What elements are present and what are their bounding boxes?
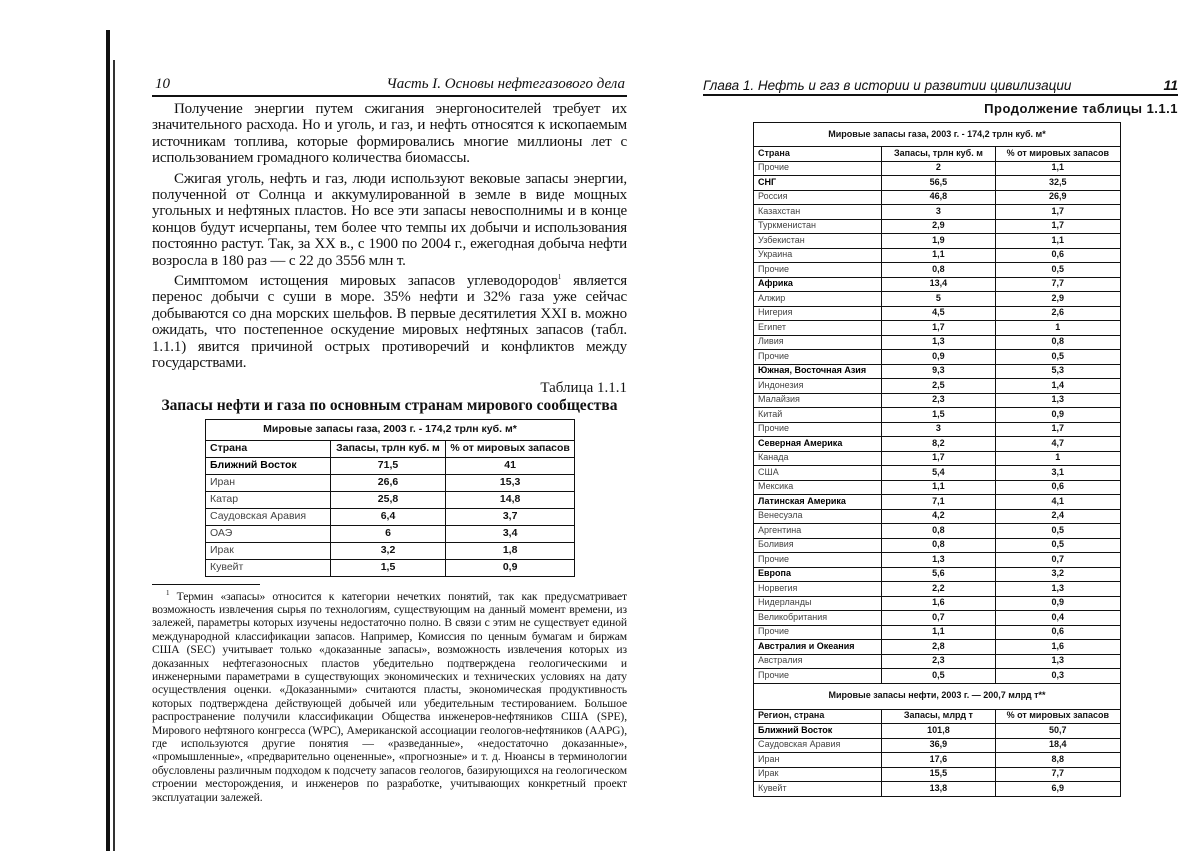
country-cell: Великобритания xyxy=(754,611,882,626)
country-cell: Нигерия xyxy=(754,306,882,321)
table-row xyxy=(754,292,1121,307)
header-rule-left xyxy=(152,95,627,97)
reserve-cell: 2 xyxy=(882,161,995,176)
percent-cell: 1,7 xyxy=(995,219,1120,234)
percent-cell: 4,7 xyxy=(995,437,1120,452)
footnote-rule xyxy=(152,584,260,585)
reserve-cell: 36,9 xyxy=(882,738,995,753)
country-cell: Китай xyxy=(754,408,882,423)
reserve-cell: 4,5 xyxy=(882,306,995,321)
reserve-cell: 3 xyxy=(882,205,995,220)
percent-cell: 3,1 xyxy=(995,466,1120,481)
country-cell: Северная Америка xyxy=(754,437,882,452)
country-cell: ОАЭ xyxy=(206,525,331,542)
reserve-cell: 1,7 xyxy=(882,321,995,336)
percent-cell: 2,9 xyxy=(995,292,1120,307)
country-cell: Египет xyxy=(754,321,882,336)
reserve-cell: 7,1 xyxy=(882,495,995,510)
percent-cell: 0,6 xyxy=(995,625,1120,640)
table-row xyxy=(754,495,1121,510)
table-row xyxy=(754,480,1121,495)
country-cell: Узбекистан xyxy=(754,234,882,249)
table-row xyxy=(206,542,575,559)
percent-cell: 0,8 xyxy=(995,335,1120,350)
percent-cell: 7,7 xyxy=(995,277,1120,292)
reserve-cell: 8,2 xyxy=(882,437,995,452)
table-row xyxy=(754,524,1121,539)
reserve-cell: 13,4 xyxy=(882,277,995,292)
table-row xyxy=(754,753,1121,768)
table-row xyxy=(754,263,1121,278)
percent-cell: 5,3 xyxy=(995,364,1120,379)
table-row xyxy=(754,567,1121,582)
column-header: Регион, страна xyxy=(754,709,882,724)
country-cell: Саудовская Аравия xyxy=(754,738,882,753)
running-head-right: Глава 1. Нефть и газ в истории и развитии цивилизации xyxy=(703,78,1071,93)
book-binding-edge xyxy=(106,30,110,851)
footnote-ref: 1 xyxy=(558,273,561,281)
table-row xyxy=(754,738,1121,753)
percent-cell: 0,9 xyxy=(995,596,1120,611)
country-cell: Индонезия xyxy=(754,379,882,394)
percent-cell: 3,4 xyxy=(446,525,575,542)
table-row xyxy=(754,364,1121,379)
paragraph-3 xyxy=(152,273,627,371)
country-cell: Прочие xyxy=(754,625,882,640)
table-row xyxy=(754,654,1121,669)
country-cell: Латинская Америка xyxy=(754,495,882,510)
column-header: Запасы, трлн куб. м xyxy=(330,440,445,457)
reserve-cell: 71,5 xyxy=(330,457,445,474)
gas-table-right xyxy=(753,122,1121,797)
percent-cell: 32,5 xyxy=(995,176,1120,191)
reserve-cell: 26,6 xyxy=(330,474,445,491)
percent-cell: 18,4 xyxy=(995,738,1120,753)
reserve-cell: 6,4 xyxy=(330,508,445,525)
column-header: % от мировых запасов xyxy=(995,147,1120,162)
reserve-cell: 101,8 xyxy=(882,724,995,739)
percent-cell: 1 xyxy=(995,451,1120,466)
country-cell: Прочие xyxy=(754,263,882,278)
reserve-cell: 0,5 xyxy=(882,669,995,684)
reserve-cell: 1,5 xyxy=(330,559,445,576)
country-cell: Африка xyxy=(754,277,882,292)
table-row xyxy=(754,611,1121,626)
reserve-cell: 3,2 xyxy=(330,542,445,559)
table-row xyxy=(754,176,1121,191)
country-cell: Боливия xyxy=(754,538,882,553)
country-cell: Прочие xyxy=(754,350,882,365)
column-header: Страна xyxy=(206,440,331,457)
paragraph-1: Получение энергии путем сжигания энергоносителей требует их значительного расхода. Но и уголь, и газ, и нефть относятся к ископаемым источникам топлива, которые формировались многие миллионы лет с использованием громадного количества биомассы. xyxy=(152,101,627,167)
reserve-cell: 1,3 xyxy=(882,335,995,350)
reserve-cell: 5,6 xyxy=(882,567,995,582)
country-cell: Прочие xyxy=(754,669,882,684)
percent-cell: 8,8 xyxy=(995,753,1120,768)
table-row xyxy=(754,408,1121,423)
country-cell: Кувейт xyxy=(754,782,882,797)
reserve-cell: 9,3 xyxy=(882,364,995,379)
percent-cell: 3,7 xyxy=(446,508,575,525)
country-cell: Канада xyxy=(754,451,882,466)
table-row xyxy=(754,596,1121,611)
country-cell: Венесуэла xyxy=(754,509,882,524)
reserve-cell: 2,9 xyxy=(882,219,995,234)
percent-cell: 0,5 xyxy=(995,538,1120,553)
percent-cell: 26,9 xyxy=(995,190,1120,205)
table-row xyxy=(754,437,1121,452)
table-title: Запасы нефти и газа по основным странам мирового сообщества xyxy=(152,397,627,415)
reserve-cell: 1,1 xyxy=(882,625,995,640)
country-cell: Австралия xyxy=(754,654,882,669)
country-cell: Туркменистан xyxy=(754,219,882,234)
country-cell: Аргентина xyxy=(754,524,882,539)
percent-cell: 0,9 xyxy=(446,559,575,576)
paragraph-3-start: Симптомом истощения мировых запасов углеводородов xyxy=(174,273,558,289)
reserve-cell: 1,7 xyxy=(882,451,995,466)
reserve-cell: 0,7 xyxy=(882,611,995,626)
percent-cell: 1,4 xyxy=(995,379,1120,394)
country-cell: Южная, Восточная Азия xyxy=(754,364,882,379)
table-row xyxy=(754,466,1121,481)
percent-cell: 41 xyxy=(446,457,575,474)
percent-cell: 50,7 xyxy=(995,724,1120,739)
table-row xyxy=(754,379,1121,394)
country-cell: Иран xyxy=(754,753,882,768)
percent-cell: 0,5 xyxy=(995,350,1120,365)
table-continuation-label: Продолжение таблицы 1.1.1 xyxy=(984,101,1178,116)
percent-cell: 6,9 xyxy=(995,782,1120,797)
table-row xyxy=(754,306,1121,321)
country-cell: Россия xyxy=(754,190,882,205)
footnote xyxy=(152,590,627,805)
reserve-cell: 1,9 xyxy=(882,234,995,249)
percent-cell: 1,7 xyxy=(995,422,1120,437)
country-cell: Австралия и Океания xyxy=(754,640,882,655)
country-cell: Кувейт xyxy=(206,559,331,576)
table-row xyxy=(206,508,575,525)
column-header: Запасы, трлн куб. м xyxy=(882,147,995,162)
country-cell: Прочие xyxy=(754,553,882,568)
country-cell: Ирак xyxy=(206,542,331,559)
table-row xyxy=(754,277,1121,292)
table-row xyxy=(206,474,575,491)
percent-cell: 0,9 xyxy=(995,408,1120,423)
table-row xyxy=(754,509,1121,524)
table-row xyxy=(754,582,1121,597)
table-caption: Мировые запасы нефти, 2003 г. — 200,7 млрд т** xyxy=(754,683,1121,709)
table-caption: Мировые запасы газа, 2003 г. - 174,2 трлн куб. м* xyxy=(206,419,575,440)
percent-cell: 0,5 xyxy=(995,263,1120,278)
gas-table-left xyxy=(205,419,575,577)
column-header: Запасы, млрд т xyxy=(882,709,995,724)
country-cell: Алжир xyxy=(754,292,882,307)
table-row xyxy=(206,525,575,542)
reserve-cell: 5 xyxy=(882,292,995,307)
table-row xyxy=(754,451,1121,466)
table-row xyxy=(754,219,1121,234)
table-row xyxy=(754,724,1121,739)
table-row xyxy=(206,457,575,474)
country-cell: Малайзия xyxy=(754,393,882,408)
reserve-cell: 5,4 xyxy=(882,466,995,481)
header-rule-right xyxy=(703,94,1178,96)
country-cell: Мексика xyxy=(754,480,882,495)
table-row xyxy=(754,393,1121,408)
percent-cell: 0,4 xyxy=(995,611,1120,626)
table-row xyxy=(206,491,575,508)
country-cell: Ливия xyxy=(754,335,882,350)
percent-cell: 2,6 xyxy=(995,306,1120,321)
book-binding-line xyxy=(113,60,115,851)
country-cell: Ближний Восток xyxy=(206,457,331,474)
column-header: % от мировых запасов xyxy=(446,440,575,457)
reserve-cell: 2,5 xyxy=(882,379,995,394)
table-row xyxy=(754,553,1121,568)
percent-cell: 14,8 xyxy=(446,491,575,508)
reserve-cell: 56,5 xyxy=(882,176,995,191)
reserve-cell: 1,1 xyxy=(882,480,995,495)
country-cell: СНГ xyxy=(754,176,882,191)
percent-cell: 1,3 xyxy=(995,393,1120,408)
paragraph-2: Сжигая уголь, нефть и газ, люди используют вековые запасы энергии, полученной от Солнца и аккумулированной в земле в виде мощных угольных и нефтяных пластов. Но все эти запасы невосполнимы и в конце концов будут исчерпаны, тем более что темпы их добычи и использования постоянно растут. Так, за XX в., с 1900 по 2004 г., ежегодная добыча нефти возросла в 180 раз — с 22 до 3556 млн т. xyxy=(152,171,627,269)
country-cell: Прочие xyxy=(754,422,882,437)
country-cell: Европа xyxy=(754,567,882,582)
percent-cell: 15,3 xyxy=(446,474,575,491)
percent-cell: 1,3 xyxy=(995,654,1120,669)
country-cell: Казахстан xyxy=(754,205,882,220)
percent-cell: 7,7 xyxy=(995,767,1120,782)
percent-cell: 1 xyxy=(995,321,1120,336)
table-row xyxy=(754,640,1121,655)
reserve-cell: 2,2 xyxy=(882,582,995,597)
table-row xyxy=(754,625,1121,640)
country-cell: Иран xyxy=(206,474,331,491)
reserve-cell: 4,2 xyxy=(882,509,995,524)
country-cell: Прочие xyxy=(754,161,882,176)
reserve-cell: 0,8 xyxy=(882,524,995,539)
country-cell: Ирак xyxy=(754,767,882,782)
percent-cell: 1,8 xyxy=(446,542,575,559)
table-row xyxy=(754,234,1121,249)
percent-cell: 4,1 xyxy=(995,495,1120,510)
percent-cell: 1,1 xyxy=(995,161,1120,176)
reserve-cell: 0,8 xyxy=(882,263,995,278)
reserve-cell: 46,8 xyxy=(882,190,995,205)
table-row xyxy=(754,335,1121,350)
table-label: Таблица 1.1.1 xyxy=(152,380,627,397)
percent-cell: 2,4 xyxy=(995,509,1120,524)
country-cell: Саудовская Аравия xyxy=(206,508,331,525)
percent-cell: 0,6 xyxy=(995,248,1120,263)
country-cell: Нидерланды xyxy=(754,596,882,611)
reserve-cell: 13,8 xyxy=(882,782,995,797)
reserve-cell: 2,3 xyxy=(882,393,995,408)
running-head-left: Часть I. Основы нефтегазового дела xyxy=(386,76,625,93)
table-row xyxy=(206,559,575,576)
percent-cell: 1,1 xyxy=(995,234,1120,249)
paragraph-3-end: является перенос добычи с суши в море. 35% нефти и 32% газа уже сейчас добываются со дна морских шельфов. В первые десятилетия XXI в. можно ожидать, что постепенное оскудение мировых нефтяных запасов (табл. 1.1.1) явится причиной острых противоречий и конфликтов между государствами. xyxy=(152,273,627,371)
table-row xyxy=(754,161,1121,176)
page-number-right: 11 xyxy=(1163,77,1178,93)
reserve-cell: 17,6 xyxy=(882,753,995,768)
table-row xyxy=(754,422,1121,437)
reserve-cell: 3 xyxy=(882,422,995,437)
percent-cell: 0,6 xyxy=(995,480,1120,495)
table-row xyxy=(754,321,1121,336)
reserve-cell: 1,5 xyxy=(882,408,995,423)
table-row xyxy=(754,538,1121,553)
table-caption: Мировые запасы газа, 2003 г. - 174,2 трлн куб. м* xyxy=(754,123,1121,147)
column-header: Страна xyxy=(754,147,882,162)
percent-cell: 0,5 xyxy=(995,524,1120,539)
reserve-cell: 6 xyxy=(330,525,445,542)
reserve-cell: 25,8 xyxy=(330,491,445,508)
table-row xyxy=(754,190,1121,205)
country-cell: Ближний Восток xyxy=(754,724,882,739)
percent-cell: 1,7 xyxy=(995,205,1120,220)
reserve-cell: 1,6 xyxy=(882,596,995,611)
table-row xyxy=(754,350,1121,365)
table-row xyxy=(754,248,1121,263)
percent-cell: 1,6 xyxy=(995,640,1120,655)
reserve-cell: 0,8 xyxy=(882,538,995,553)
reserve-cell: 15,5 xyxy=(882,767,995,782)
body-column-left xyxy=(152,101,627,804)
percent-cell: 0,3 xyxy=(995,669,1120,684)
page-number-left: 10 xyxy=(155,76,170,93)
table-row xyxy=(754,669,1121,684)
reserve-cell: 1,3 xyxy=(882,553,995,568)
footnote-mark: 1 xyxy=(166,589,169,597)
country-cell: Катар xyxy=(206,491,331,508)
percent-cell: 1,3 xyxy=(995,582,1120,597)
reserve-cell: 1,1 xyxy=(882,248,995,263)
reserve-cell: 0,9 xyxy=(882,350,995,365)
table-row xyxy=(754,782,1121,797)
country-cell: Украина xyxy=(754,248,882,263)
footnote-text: Термин «запасы» относится к категории нечетких понятий, так как предусматривает возможность извлечения сырья по технологиям, существующим на данный момент времени, из залежей, параметры которых изучены недостаточно полно. В связи с этим не существует единой международной классификации запасов. Например, Комиссия по ценным бумагам и биржам США (SEC) учитывает только «доказанные запасы», возможность извлечения которых из доказанных нефтегазоносных пластов убедительно подтверждена геологическими и инженерными параметрами в существующих экономических и технических условиях на дату осуществления оценки. «Доказанными» считаются пласты, экономическая продуктивность которых подтверждена действующей добычей или убедительным тестированием. Большое распространение получили классификации Общества инженеров-нефтяников США (SPE), Мирового нефтяного конгресса (WPC), Американской ассоциации геологов-нефтяников (AAPG), где используются другие понятия — «разведанные», «недостаточно доказанные», «промышленные», «предварительно оцененные», «прогнозные» и т. д. Нюансы в терминологии обусловлены различным подходом к подсчету запасов геологов, базирующихся на геологическом строении месторождения, и инженеров по разработке, учитывающих конкретный проект эксплуатации залежей. xyxy=(152,590,627,804)
reserve-cell: 2,8 xyxy=(882,640,995,655)
percent-cell: 0,7 xyxy=(995,553,1120,568)
percent-cell: 3,2 xyxy=(995,567,1120,582)
table-row xyxy=(754,205,1121,220)
country-cell: Норвегия xyxy=(754,582,882,597)
table-row xyxy=(754,767,1121,782)
country-cell: США xyxy=(754,466,882,481)
column-header: % от мировых запасов xyxy=(995,709,1120,724)
reserve-cell: 2,3 xyxy=(882,654,995,669)
